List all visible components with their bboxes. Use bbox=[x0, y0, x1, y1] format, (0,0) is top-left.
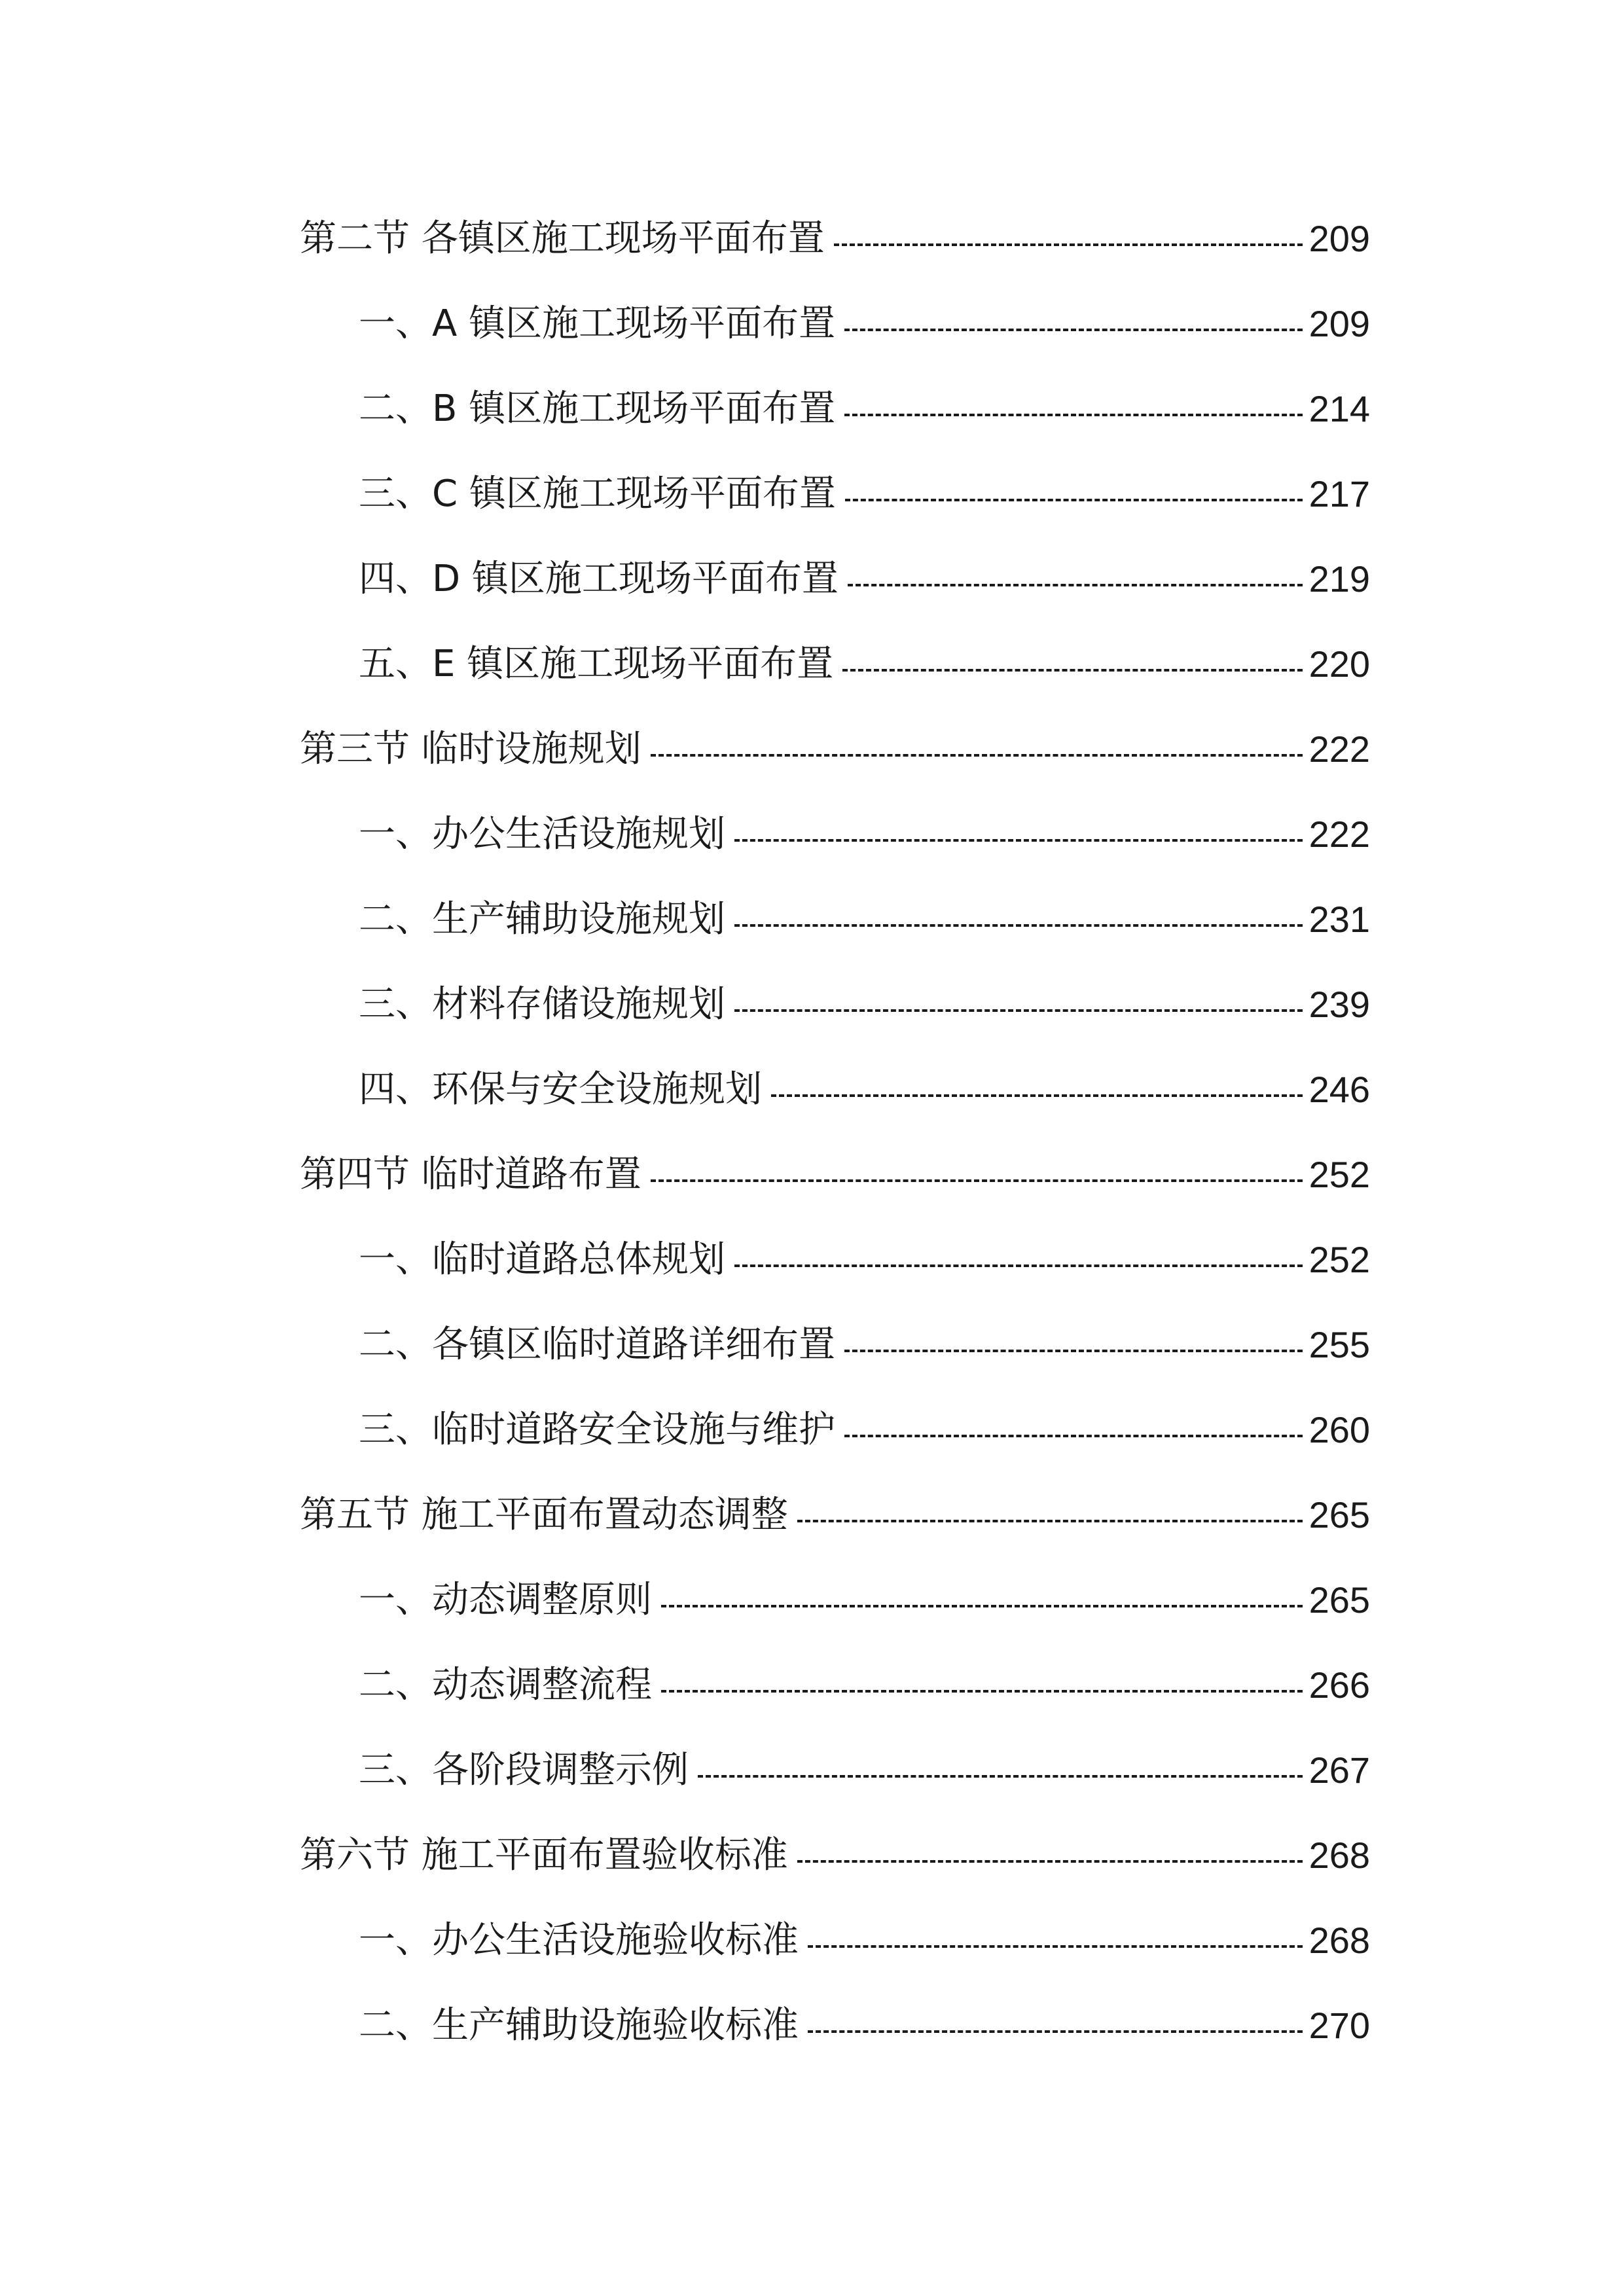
toc-entry-label: 三、材料存储设施规划 bbox=[359, 983, 725, 1026]
toc-entry-page: 267 bbox=[1308, 1749, 1370, 1791]
toc-entry[interactable] bbox=[359, 1911, 1370, 1970]
toc-entry-page: 209 bbox=[1308, 218, 1370, 259]
toc-leader-dots bbox=[734, 839, 1303, 842]
toc-entry-page: 268 bbox=[1308, 1835, 1370, 1876]
toc-leader-dots bbox=[797, 1520, 1303, 1522]
toc-entry[interactable] bbox=[359, 295, 1370, 353]
toc-entry-label: 二、生产辅助设施验收标准 bbox=[359, 2004, 799, 2047]
toc-leader-dots bbox=[651, 1179, 1303, 1182]
toc-entry-label: 三、临时道路安全设施与维护 bbox=[359, 1408, 835, 1451]
toc-entry-page: 214 bbox=[1308, 388, 1370, 429]
toc-leader-dots bbox=[734, 1265, 1303, 1267]
toc-entry-page: 255 bbox=[1308, 1324, 1370, 1365]
toc-entry[interactable] bbox=[359, 1316, 1370, 1374]
toc-entry[interactable] bbox=[359, 1401, 1370, 1460]
toc-entry-page: 219 bbox=[1308, 558, 1370, 600]
toc-leader-dots bbox=[797, 1860, 1303, 1863]
toc-entry-label: 第三节 临时设施规划 bbox=[300, 728, 641, 770]
toc-entry-page: 246 bbox=[1308, 1069, 1370, 1110]
toc-leader-dots bbox=[771, 1094, 1303, 1097]
toc-entry[interactable] bbox=[359, 550, 1370, 609]
toc-entry-label: 一、A 镇区施工现场平面布置 bbox=[359, 302, 836, 345]
toc-entry[interactable] bbox=[359, 1656, 1370, 1715]
toc-leader-dots bbox=[734, 1009, 1303, 1012]
toc-leader-dots bbox=[808, 2030, 1303, 2033]
toc-entry-page: 217 bbox=[1308, 473, 1370, 514]
toc-entry-label: 一、动态调整原则 bbox=[359, 1579, 652, 1621]
toc-entry-page: 260 bbox=[1308, 1409, 1370, 1450]
toc-leader-dots bbox=[698, 1775, 1303, 1778]
toc-entry-page: 222 bbox=[1308, 728, 1370, 770]
toc-entry-label: 二、B 镇区施工现场平面布置 bbox=[359, 387, 836, 430]
toc-entry-label: 四、环保与安全设施规划 bbox=[359, 1068, 762, 1111]
toc-entry[interactable] bbox=[359, 890, 1370, 949]
toc-entry-label: 二、各镇区临时道路详细布置 bbox=[359, 1323, 835, 1366]
toc-entry[interactable] bbox=[359, 805, 1370, 864]
toc-leader-dots bbox=[808, 1945, 1303, 1948]
toc-leader-dots bbox=[844, 329, 1302, 331]
toc-entry-label: 三、各阶段调整示例 bbox=[359, 1749, 689, 1791]
toc-leader-dots bbox=[661, 1690, 1303, 1693]
toc-entry-page: 220 bbox=[1308, 643, 1370, 685]
toc-entry[interactable] bbox=[300, 209, 1370, 268]
toc-entry[interactable] bbox=[359, 465, 1370, 524]
toc-entry-label: 第二节 各镇区施工现场平面布置 bbox=[300, 217, 825, 260]
toc-entry-label: 二、动态调整流程 bbox=[359, 1664, 652, 1706]
toc-leader-dots bbox=[844, 1350, 1303, 1352]
toc-leader-dots bbox=[845, 499, 1303, 501]
toc-leader-dots bbox=[842, 669, 1302, 672]
toc-entry[interactable] bbox=[359, 1741, 1370, 1800]
toc-leader-dots bbox=[661, 1605, 1303, 1607]
toc-entry[interactable] bbox=[359, 380, 1370, 439]
toc-entry-page: 266 bbox=[1308, 1664, 1370, 1706]
toc-entry-label: 一、临时道路总体规划 bbox=[359, 1238, 725, 1281]
toc-entry[interactable] bbox=[359, 1996, 1370, 2055]
toc-entry-label: 第六节 施工平面布置验收标准 bbox=[300, 1834, 788, 1876]
toc-entry-label: 二、生产辅助设施规划 bbox=[359, 898, 725, 941]
toc-leader-dots bbox=[844, 414, 1302, 416]
toc-entry-label: 三、C 镇区施工现场平面布置 bbox=[359, 473, 836, 515]
toc-entry-page: 265 bbox=[1308, 1494, 1370, 1535]
toc-entry[interactable] bbox=[359, 1571, 1370, 1630]
toc-entry[interactable] bbox=[300, 720, 1370, 779]
toc-entry-page: 239 bbox=[1308, 984, 1370, 1025]
toc-entry[interactable] bbox=[359, 1060, 1370, 1119]
toc-entry-page: 231 bbox=[1308, 899, 1370, 940]
toc-entry-page: 265 bbox=[1308, 1579, 1370, 1621]
toc-leader-dots bbox=[651, 754, 1303, 757]
toc-entry-label: 第五节 施工平面布置动态调整 bbox=[300, 1494, 788, 1536]
toc-entry-label: 一、办公生活设施验收标准 bbox=[359, 1919, 799, 1962]
toc-leader-dots bbox=[848, 584, 1303, 586]
toc-entry-page: 270 bbox=[1308, 2005, 1370, 2046]
toc-entry-page: 222 bbox=[1308, 814, 1370, 855]
toc-entry[interactable] bbox=[359, 975, 1370, 1034]
toc-entry-label: 四、D 镇区施工现场平面布置 bbox=[359, 558, 839, 600]
toc-entry[interactable] bbox=[300, 1486, 1370, 1545]
toc-entry[interactable] bbox=[359, 635, 1370, 694]
toc-leader-dots bbox=[834, 243, 1303, 246]
toc-entry-page: 268 bbox=[1308, 1920, 1370, 1961]
toc-entry-label: 一、办公生活设施规划 bbox=[359, 813, 725, 855]
toc-entry-label: 五、E 镇区施工现场平面布置 bbox=[359, 643, 834, 685]
toc-entry[interactable] bbox=[300, 1145, 1370, 1204]
toc-entry-label: 第四节 临时道路布置 bbox=[300, 1153, 641, 1196]
toc-leader-dots bbox=[844, 1435, 1303, 1437]
toc-entry[interactable] bbox=[359, 1230, 1370, 1289]
toc-entry-page: 209 bbox=[1308, 303, 1370, 344]
toc-entry-page: 252 bbox=[1308, 1239, 1370, 1280]
toc-leader-dots bbox=[734, 924, 1303, 927]
toc-entry-page: 252 bbox=[1308, 1154, 1370, 1195]
toc-entry[interactable] bbox=[300, 1826, 1370, 1885]
